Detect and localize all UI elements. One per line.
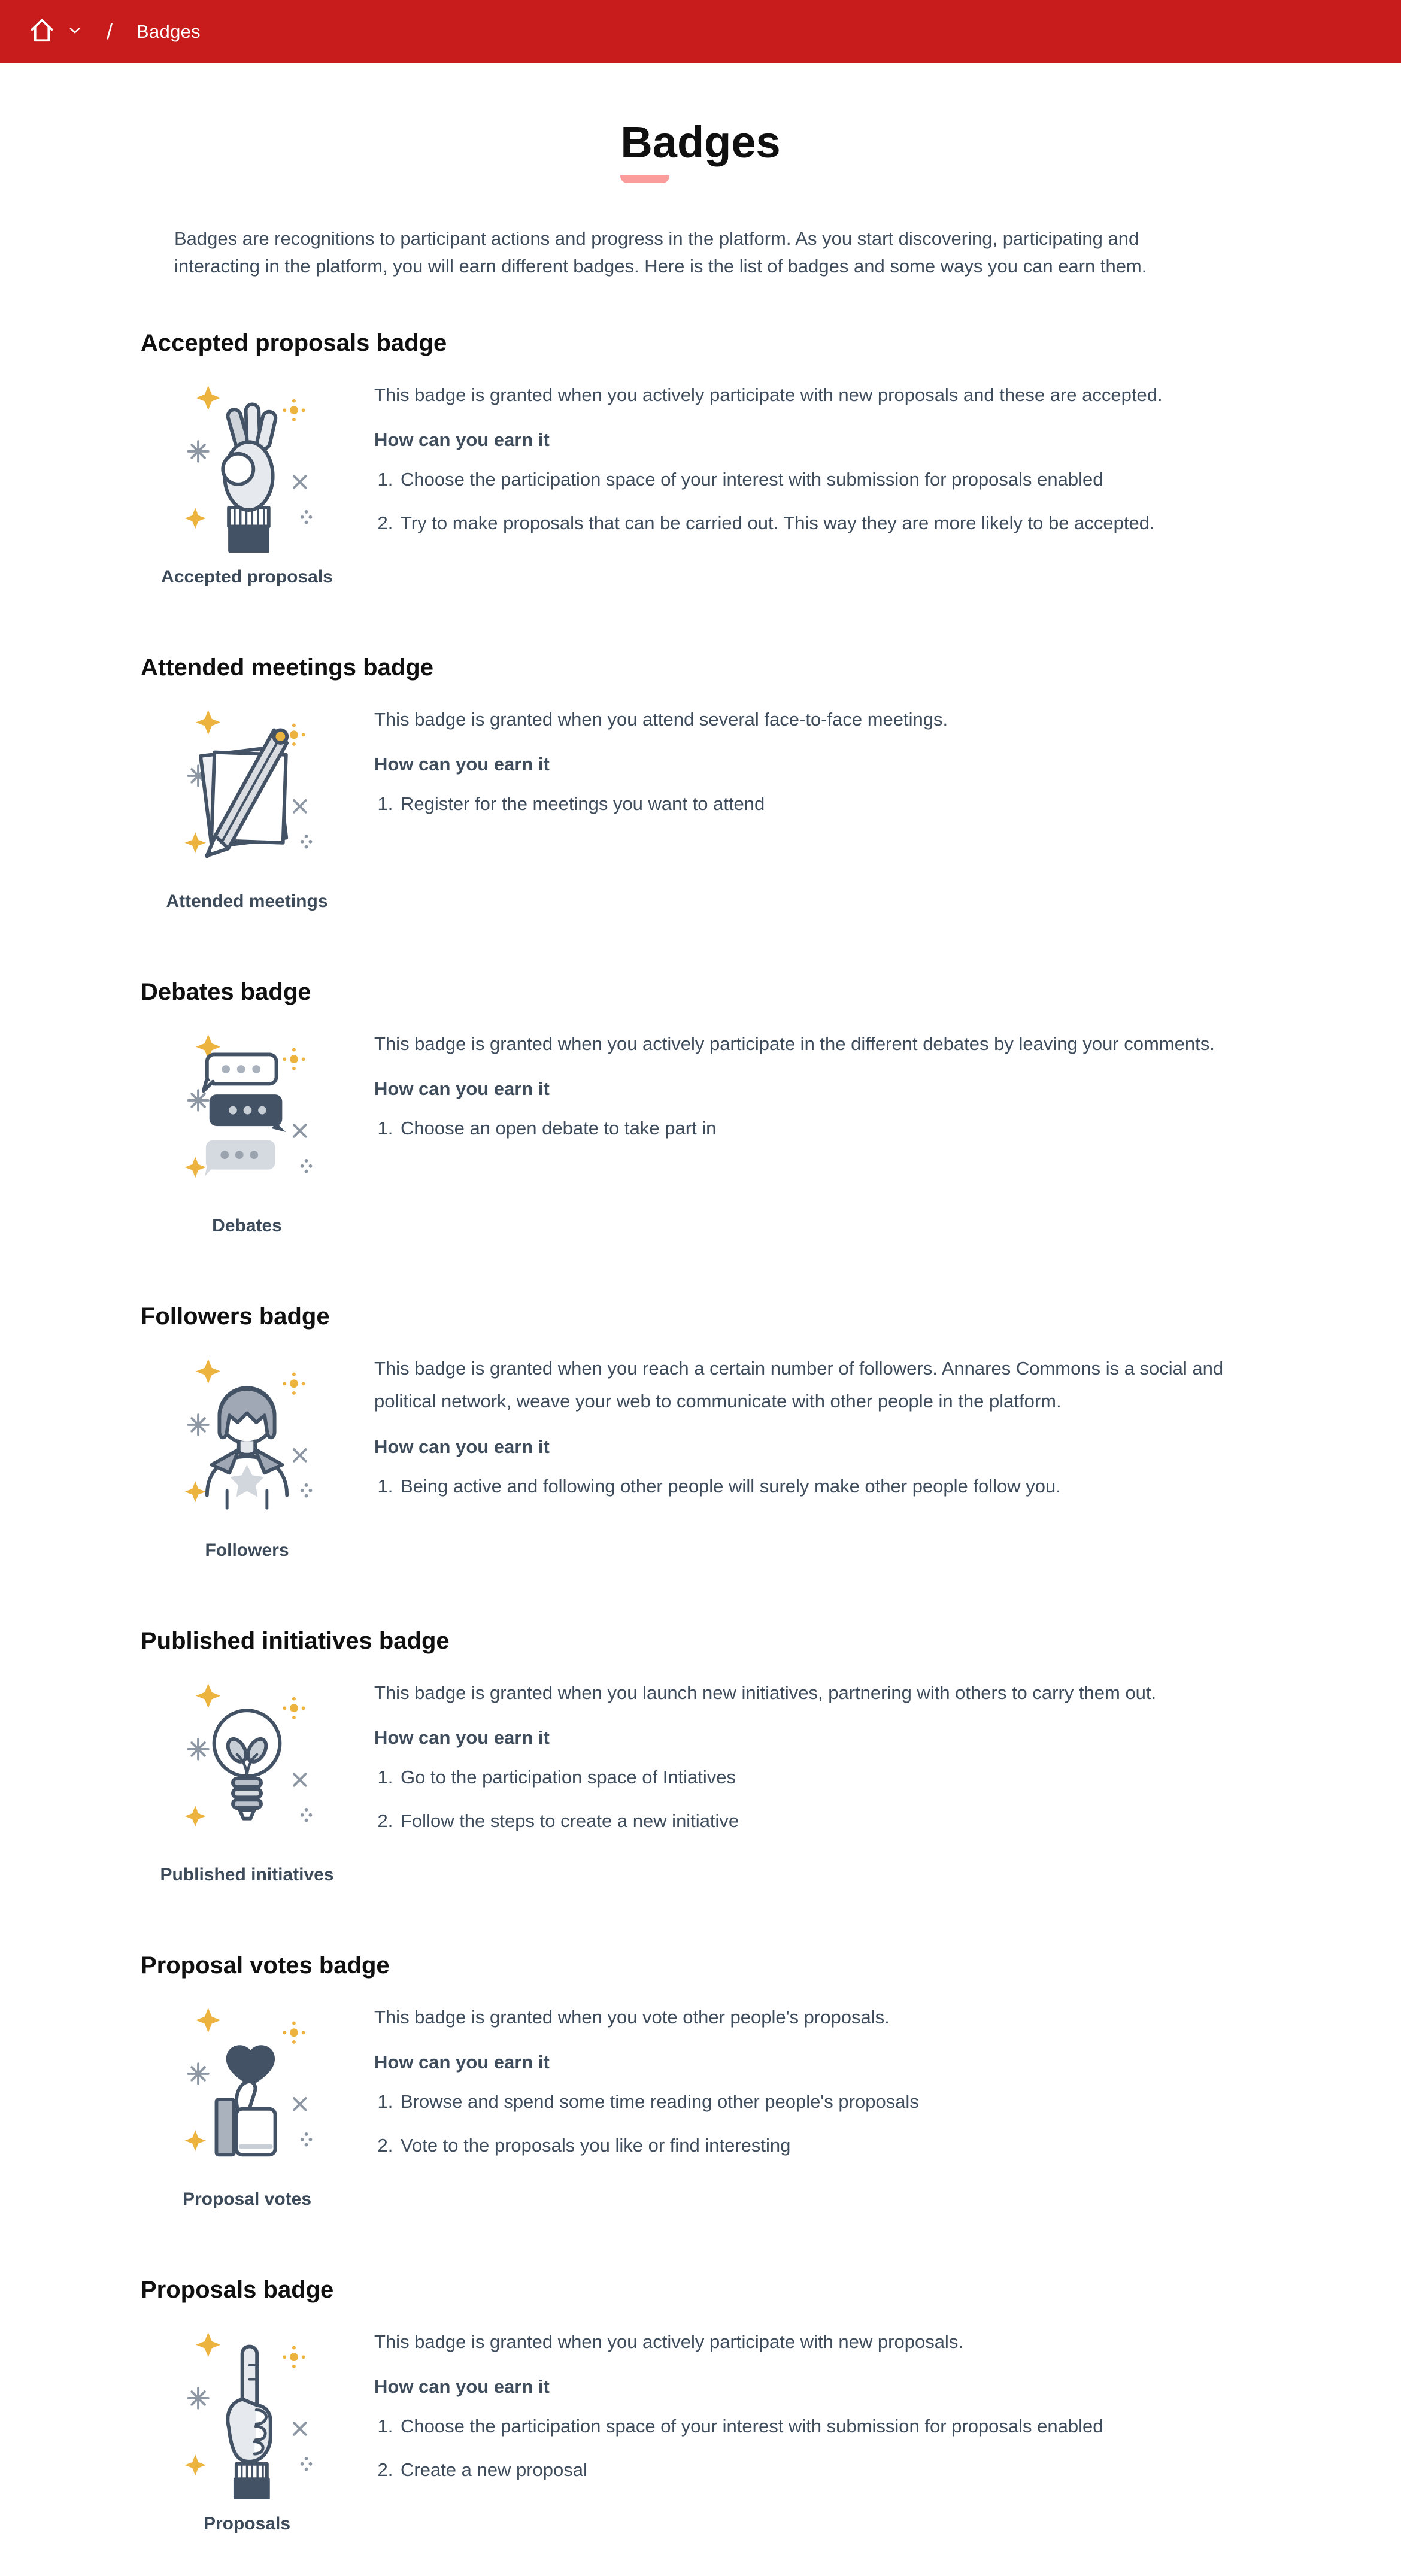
badge-description: This badge is granted when you actively participate in the different debates by leaving your comments. <box>374 1033 1215 1054</box>
earn-step: 1. Choose the participation space of your interest with submission for proposals enabled <box>398 2413 1260 2440</box>
earn-step: 1. Register for the meetings you want to attend <box>398 791 1260 818</box>
badge-media <box>141 2323 353 2534</box>
badge-section-heading: Accepted proposals badge <box>141 329 447 356</box>
breadcrumb-home-link[interactable] <box>29 17 55 45</box>
badge-media <box>141 700 353 912</box>
earn-step: 1. Being active and following other people will surely make other people follow you. <box>398 1473 1260 1500</box>
badge-section-heading: Attended meetings badge <box>141 654 433 681</box>
earn-steps <box>374 1764 1260 1835</box>
badge-description: This badge is granted when you vote other people's proposals. <box>374 2006 890 2028</box>
badge-section-proposals <box>141 2277 1260 2534</box>
badge-description: This badge is granted when you launch new initiatives, partnering with others to carry them out. <box>374 1682 1157 1703</box>
person-star-icon <box>141 1349 353 1526</box>
earn-step: 1. Choose the participation space of your interest with submission for proposals enabled <box>398 466 1260 493</box>
top-navigation-bar <box>0 0 1401 63</box>
earn-heading: How can you earn it <box>374 754 550 775</box>
badge-row <box>141 700 1260 912</box>
earn-heading: How can you earn it <box>374 429 550 451</box>
ok-hand-icon <box>141 376 353 553</box>
badge-row <box>141 1025 1260 1236</box>
badge-section-accepted-proposals <box>141 330 1260 587</box>
chevron-down-icon <box>69 26 80 37</box>
badge-description: This badge is granted when you reach a certain number of followers. Annares Commons is a social and political network, weave your web to communicate with other people in the platform. <box>374 1357 1224 1412</box>
badge-section-debates <box>141 979 1260 1236</box>
badge-section-heading: Followers badge <box>141 1303 330 1330</box>
earn-steps <box>374 1115 1260 1142</box>
earn-heading: How can you earn it <box>374 2376 550 2398</box>
speech-bubbles-icon <box>141 1025 353 1201</box>
badge-body <box>353 1998 1260 2210</box>
earn-steps <box>374 2089 1260 2159</box>
page-title-block <box>0 119 1401 183</box>
badge-body <box>353 700 1260 912</box>
badge-media <box>141 1349 353 1561</box>
badge-section-attended-meetings <box>141 654 1260 912</box>
badge-body <box>353 2323 1260 2534</box>
badge-section-followers <box>141 1303 1260 1561</box>
badge-body <box>353 1674 1260 1885</box>
badge-section-heading: Published initiatives badge <box>141 1627 450 1654</box>
badge-row <box>141 1998 1260 2210</box>
badge-description: This badge is granted when you attend several face-to-face meetings. <box>374 708 948 730</box>
earn-step: 1. Choose an open debate to take part in <box>398 1115 1260 1142</box>
badge-caption: Attended meetings <box>166 891 328 911</box>
badge-caption: Debates <box>212 1215 282 1236</box>
badges-list <box>141 330 1260 2534</box>
earn-heading: How can you earn it <box>374 1727 550 1749</box>
badge-section-published-initiatives <box>141 1628 1260 1885</box>
main-content <box>141 330 1260 2534</box>
thumbs-up-heart-icon <box>141 1998 353 2175</box>
badge-caption: Accepted proposals <box>161 566 333 587</box>
badge-body <box>353 1025 1260 1236</box>
earn-heading: How can you earn it <box>374 2052 550 2073</box>
badge-caption: Proposal votes <box>182 2189 312 2209</box>
earn-step: 2. Create a new proposal <box>398 2457 1260 2484</box>
badge-media <box>141 1025 353 1236</box>
earn-heading: How can you earn it <box>374 1436 550 1458</box>
badge-body <box>353 376 1260 587</box>
earn-steps <box>374 791 1260 818</box>
title-accent-underline <box>620 175 669 183</box>
badge-caption: Proposals <box>203 2513 291 2533</box>
badge-section-proposal-votes <box>141 1952 1260 2210</box>
badge-media <box>141 1674 353 1885</box>
badge-row <box>141 1674 1260 1885</box>
earn-heading: How can you earn it <box>374 1078 550 1100</box>
earn-steps <box>374 2413 1260 2484</box>
badge-media <box>141 1998 353 2210</box>
badge-description: This badge is granted when you actively participate with new proposals. <box>374 2331 963 2352</box>
page-title: Badges <box>620 117 781 167</box>
badge-row <box>141 2323 1260 2534</box>
badge-section-heading: Proposal votes badge <box>141 1952 390 1979</box>
badge-caption: Followers <box>205 1540 289 1560</box>
badge-media <box>141 376 353 587</box>
home-icon <box>29 17 55 45</box>
breadcrumb-separator: / <box>107 19 113 44</box>
pointing-finger-icon <box>141 2323 353 2499</box>
earn-steps <box>374 1473 1260 1500</box>
badge-section-heading: Debates badge <box>141 978 311 1005</box>
earn-step: 2. Try to make proposals that can be carried out. This way they are more likely to be accepted. <box>398 510 1260 537</box>
earn-steps <box>374 466 1260 537</box>
badge-body <box>353 1349 1260 1561</box>
earn-step: 1. Browse and spend some time reading other people's proposals <box>398 2089 1260 2116</box>
lightbulb-icon <box>141 1674 353 1850</box>
badge-row <box>141 376 1260 587</box>
badge-row <box>141 1349 1260 1561</box>
badge-caption: Published initiatives <box>160 1864 334 1885</box>
earn-step: 2. Follow the steps to create a new initiative <box>398 1808 1260 1835</box>
page-intro: Badges are recognitions to participant actions and progress in the platform. As you start discovering, participating and interacting in the platform, you will earn different badges. Here is the list of badges and some ways you can earn them. <box>174 227 1147 277</box>
earn-step: 1. Go to the participation space of Intiatives <box>398 1764 1260 1791</box>
badge-section-heading: Proposals badge <box>141 2276 334 2303</box>
earn-step: 2. Vote to the proposals you like or find interesting <box>398 2132 1260 2159</box>
breadcrumb-current: Badges <box>137 20 201 42</box>
pencil-paper-icon <box>141 700 353 877</box>
badge-description: This badge is granted when you actively participate with new proposals and these are accepted. <box>374 384 1163 405</box>
breadcrumb-dropdown-toggle[interactable] <box>69 26 80 37</box>
